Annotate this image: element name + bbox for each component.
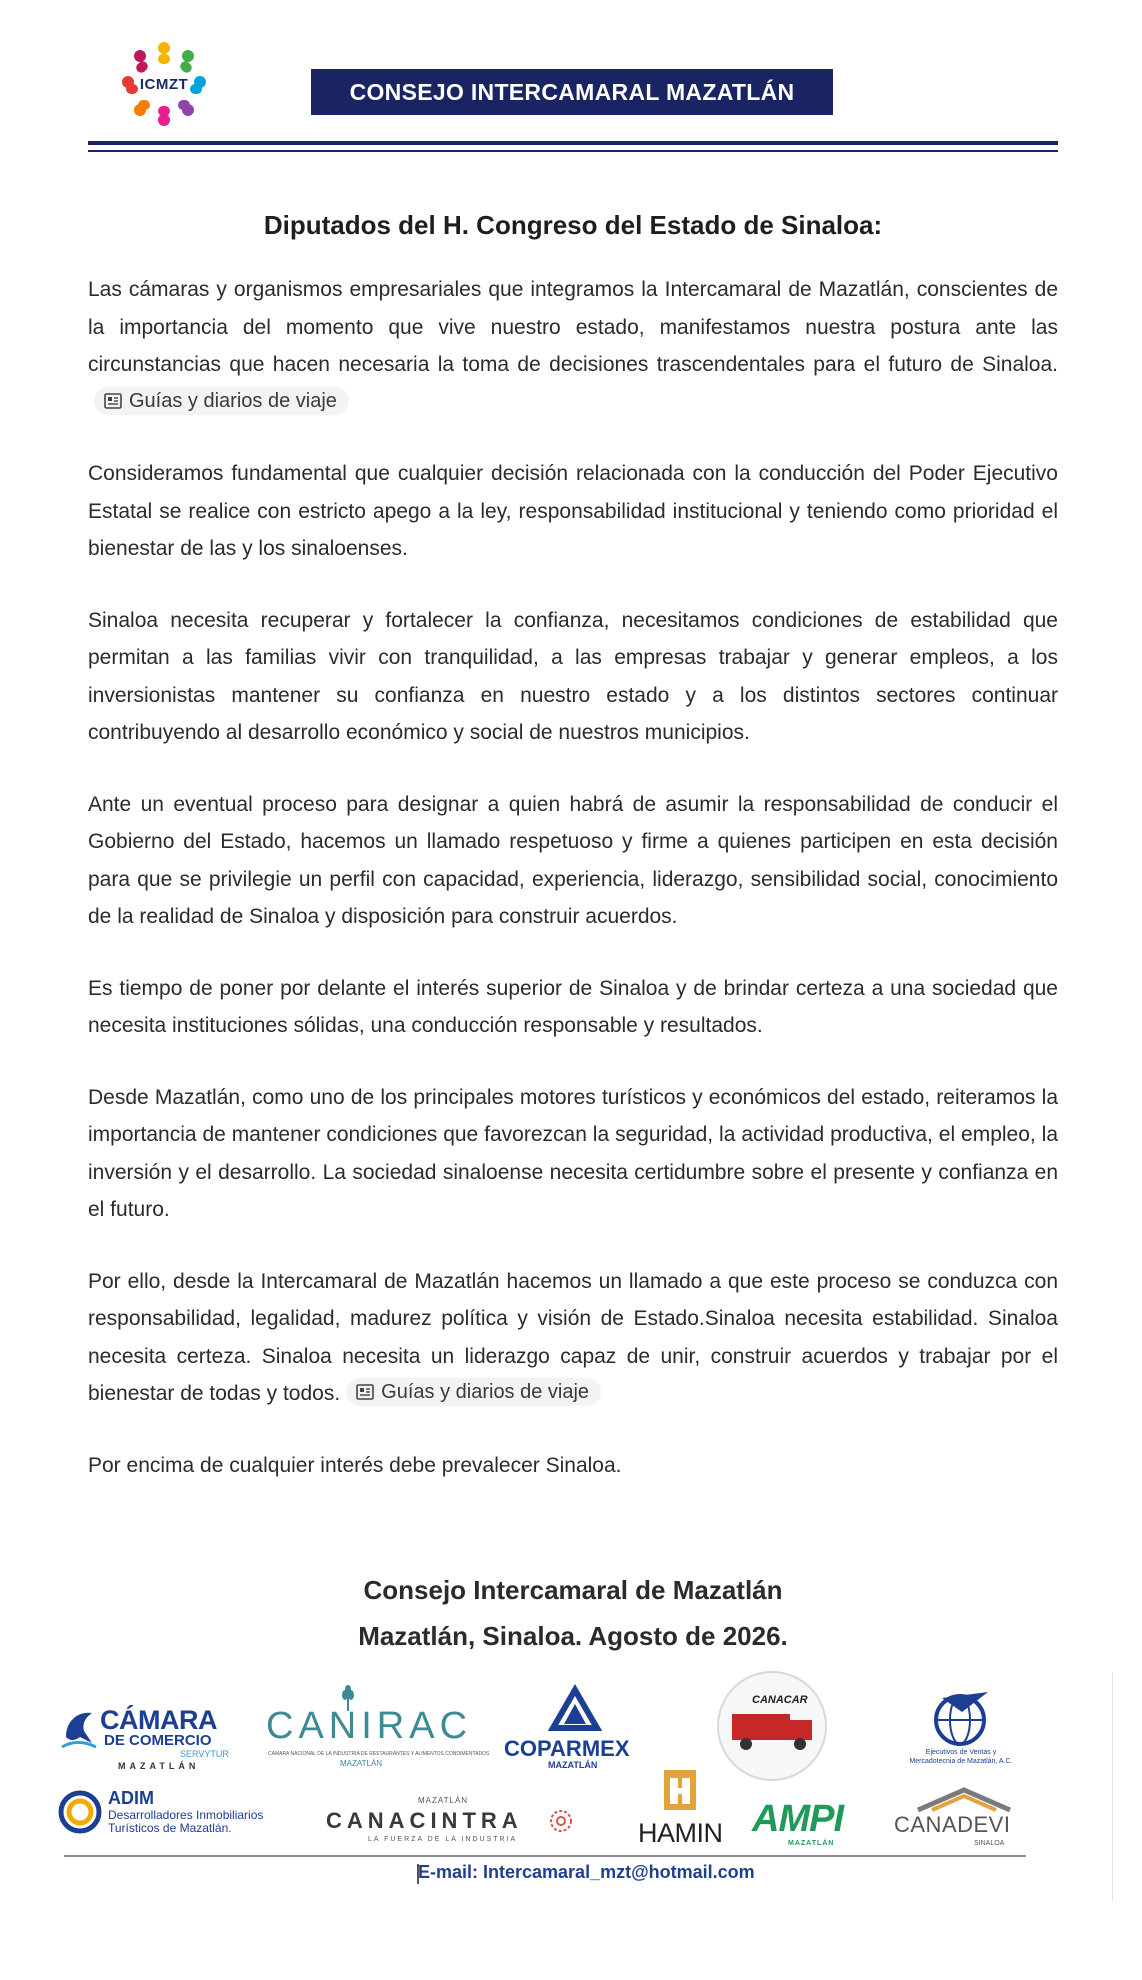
page-edge (1112, 1672, 1113, 1902)
hamin-text: HAMIN (638, 1818, 723, 1848)
footer-email[interactable]: E-mail: Intercamaral_mzt@hotmail.com (418, 1862, 755, 1882)
ampi-city-text: MAZATLÁN (788, 1840, 835, 1847)
canirac-text: CANIRAC (266, 1705, 473, 1747)
paragraph (88, 1263, 1058, 1413)
camara-sub-text: DE COMERCIO (104, 1732, 212, 1749)
paragraph-text: Por ello, desde la Intercamaral de Mazatlán hacemos un llamado a que este proceso se conduzca con responsabilidad, legalidad, madurez política y visión de Estado.Sinaloa necesita estabilidad. Sinaloa necesita certeza. Sinaloa necesita un liderazgo capaz de unir, construir acuerdos y trabajar por el bienestar de todas y todos. (88, 1269, 1058, 1405)
dolphin-icon (62, 1707, 98, 1749)
letterhead (0, 0, 1142, 160)
canirac-city-text: MAZATLÁN (340, 1759, 383, 1768)
signature-org: Consejo Intercamaral de Mazatlán (363, 1575, 783, 1605)
canacar-logo (716, 1670, 828, 1782)
header-rule-thin (88, 150, 1058, 152)
canacintra-city-text: MAZATLÁN (418, 1796, 469, 1805)
newspaper-icon (104, 393, 122, 409)
camara-main-text: CÁMARA (100, 1705, 217, 1735)
paragraph (88, 271, 1058, 421)
roof-icon (914, 1788, 1014, 1812)
canirac-logo (266, 1685, 490, 1768)
paragraph: Consideramos fundamental que cualquier decisión relacionada con la conducción del Poder Ejecutivo Estatal se realice con estricto apego a la ley, responsabilidad institucional y teniendo como prioridad el bienestar de las y los sinaloenses. (88, 462, 1058, 560)
ejecutivos-ventas-logo (906, 1690, 1016, 1770)
canacar-text: CANACAR (752, 1694, 808, 1706)
adim-sub-line2: Turísticos de Mazatlán. (108, 1821, 232, 1835)
newspaper-icon (356, 1384, 374, 1400)
signature-block (88, 1567, 1058, 1659)
hamin-logo (636, 1768, 726, 1858)
canadevi-logo (894, 1788, 1024, 1858)
paragraph: Por encima de cualquier interés debe prevalecer Sinaloa. (88, 1453, 622, 1477)
header-title: CONSEJO INTERCAMARAL MAZATLÁN (311, 69, 833, 115)
coparmex-text: COPARMEX (504, 1736, 630, 1761)
header-rule (88, 141, 1058, 145)
gear-icon (548, 1808, 574, 1834)
signature-place-date: Mazatlán, Sinaloa. Agosto de 2026. (358, 1621, 788, 1651)
camara-city-text: MAZATLÁN (118, 1761, 200, 1771)
letter-body (88, 271, 1058, 1518)
paragraph: Sinaloa necesita recuperar y fortalecer la confianza, necesitamos condiciones de estabilidad que permitan a las familias vivir con tranquilidad, a las empresas trabajar y generar empleos, a los inversionistas mantener su confianza en nuestro estado y a los distintos sectores continuar contribuyendo al desarrollo económico y social de nuestros municipios. (88, 608, 1058, 744)
paragraph: Es tiempo de poner por delante el interés superior de Sinaloa y de brindar certeza a una sociedad que necesita instituciones sólidas, una conducción responsable y resultados. (88, 976, 1058, 1037)
ampi-logo (752, 1798, 872, 1858)
truck-badge-icon (716, 1670, 828, 1782)
logo-text: ICMZT (139, 76, 189, 93)
canacintra-sub-text: LA FUERZA DE LA INDUSTRIA (368, 1836, 518, 1843)
camara-servytur-text: SERVYTUR (180, 1749, 229, 1759)
adim-ring-icon (58, 1790, 102, 1834)
canacintra-text: CANACINTRA (326, 1808, 523, 1833)
chip-travel-guides[interactable] (94, 387, 349, 415)
coparmex-logo (504, 1688, 654, 1778)
chip-label: Guías y diarios de viaje (129, 389, 337, 412)
hamin-emblem-icon (662, 1768, 698, 1812)
camara-comercio-logo (62, 1705, 232, 1771)
adim-sub-line1: Desarrolladores Inmobiliarios (108, 1808, 264, 1822)
paragraph: Desde Mazatlán, como uno de los principales motores turísticos y económicos del estado, reiteramos la importancia de mantener condiciones que favorezcan la seguridad, la actividad productiva, el empleo, la inversión y el desarrollo. La sociedad sinaloense necesita certidumbre sobre el presente y confianza en el futuro. (88, 1085, 1058, 1221)
adim-logo (58, 1788, 298, 1838)
adim-text: ADIM (108, 1788, 154, 1808)
globe-icon (932, 1690, 990, 1746)
canirac-sub-text: CÁMARA NACIONAL DE LA INDUSTRIA DE RESTAURANTES Y ALIMENTOS CONDIMENTADOS (268, 1751, 490, 1757)
ejecutivos-sub-text: Ejecutivos de Ventas y Mercadotecnia de Mazatlán, A.C. (909, 1749, 1013, 1765)
canadevi-state-text: SINALOA (974, 1840, 1005, 1847)
coparmex-emblem-icon (550, 1688, 600, 1734)
paragraph-text: Las cámaras y organismos empresariales que integramos la Intercamaral de Mazatlán, conscientes de la importancia del momento que vive nuestro estado, manifestamos nuestra postura ante las circunstancias que hacen necesaria la toma de decisiones trascendentales para el futuro de Sinaloa. (88, 278, 1058, 376)
recipient-heading: Diputados del H. Congreso del Estado de Sinaloa: (263, 210, 883, 240)
canadevi-text: CANADEVI (894, 1812, 1011, 1837)
member-logos (0, 1670, 1142, 1880)
coparmex-city-text: MAZATLÁN (548, 1760, 598, 1770)
ampi-text: AMPI (752, 1798, 843, 1840)
paragraph: Ante un eventual proceso para designar a quien habrá de asumir la responsabilidad de conducir el Gobierno del Estado, hacemos un llamado respetuoso y firme a quienes participen en esta decisión para que se privilegie un perfil con capacidad, experiencia, liderazgo, sensibilidad social, conocimiento de la realidad de Sinaloa y disposición para construir acuerdos. (88, 792, 1058, 928)
footer-rule (64, 1855, 1026, 1857)
icmzt-logo (118, 38, 210, 130)
chip-label: Guías y diarios de viaje (381, 1381, 590, 1403)
chip-travel-guides[interactable] (346, 1378, 601, 1406)
canacintra-logo (326, 1796, 576, 1856)
